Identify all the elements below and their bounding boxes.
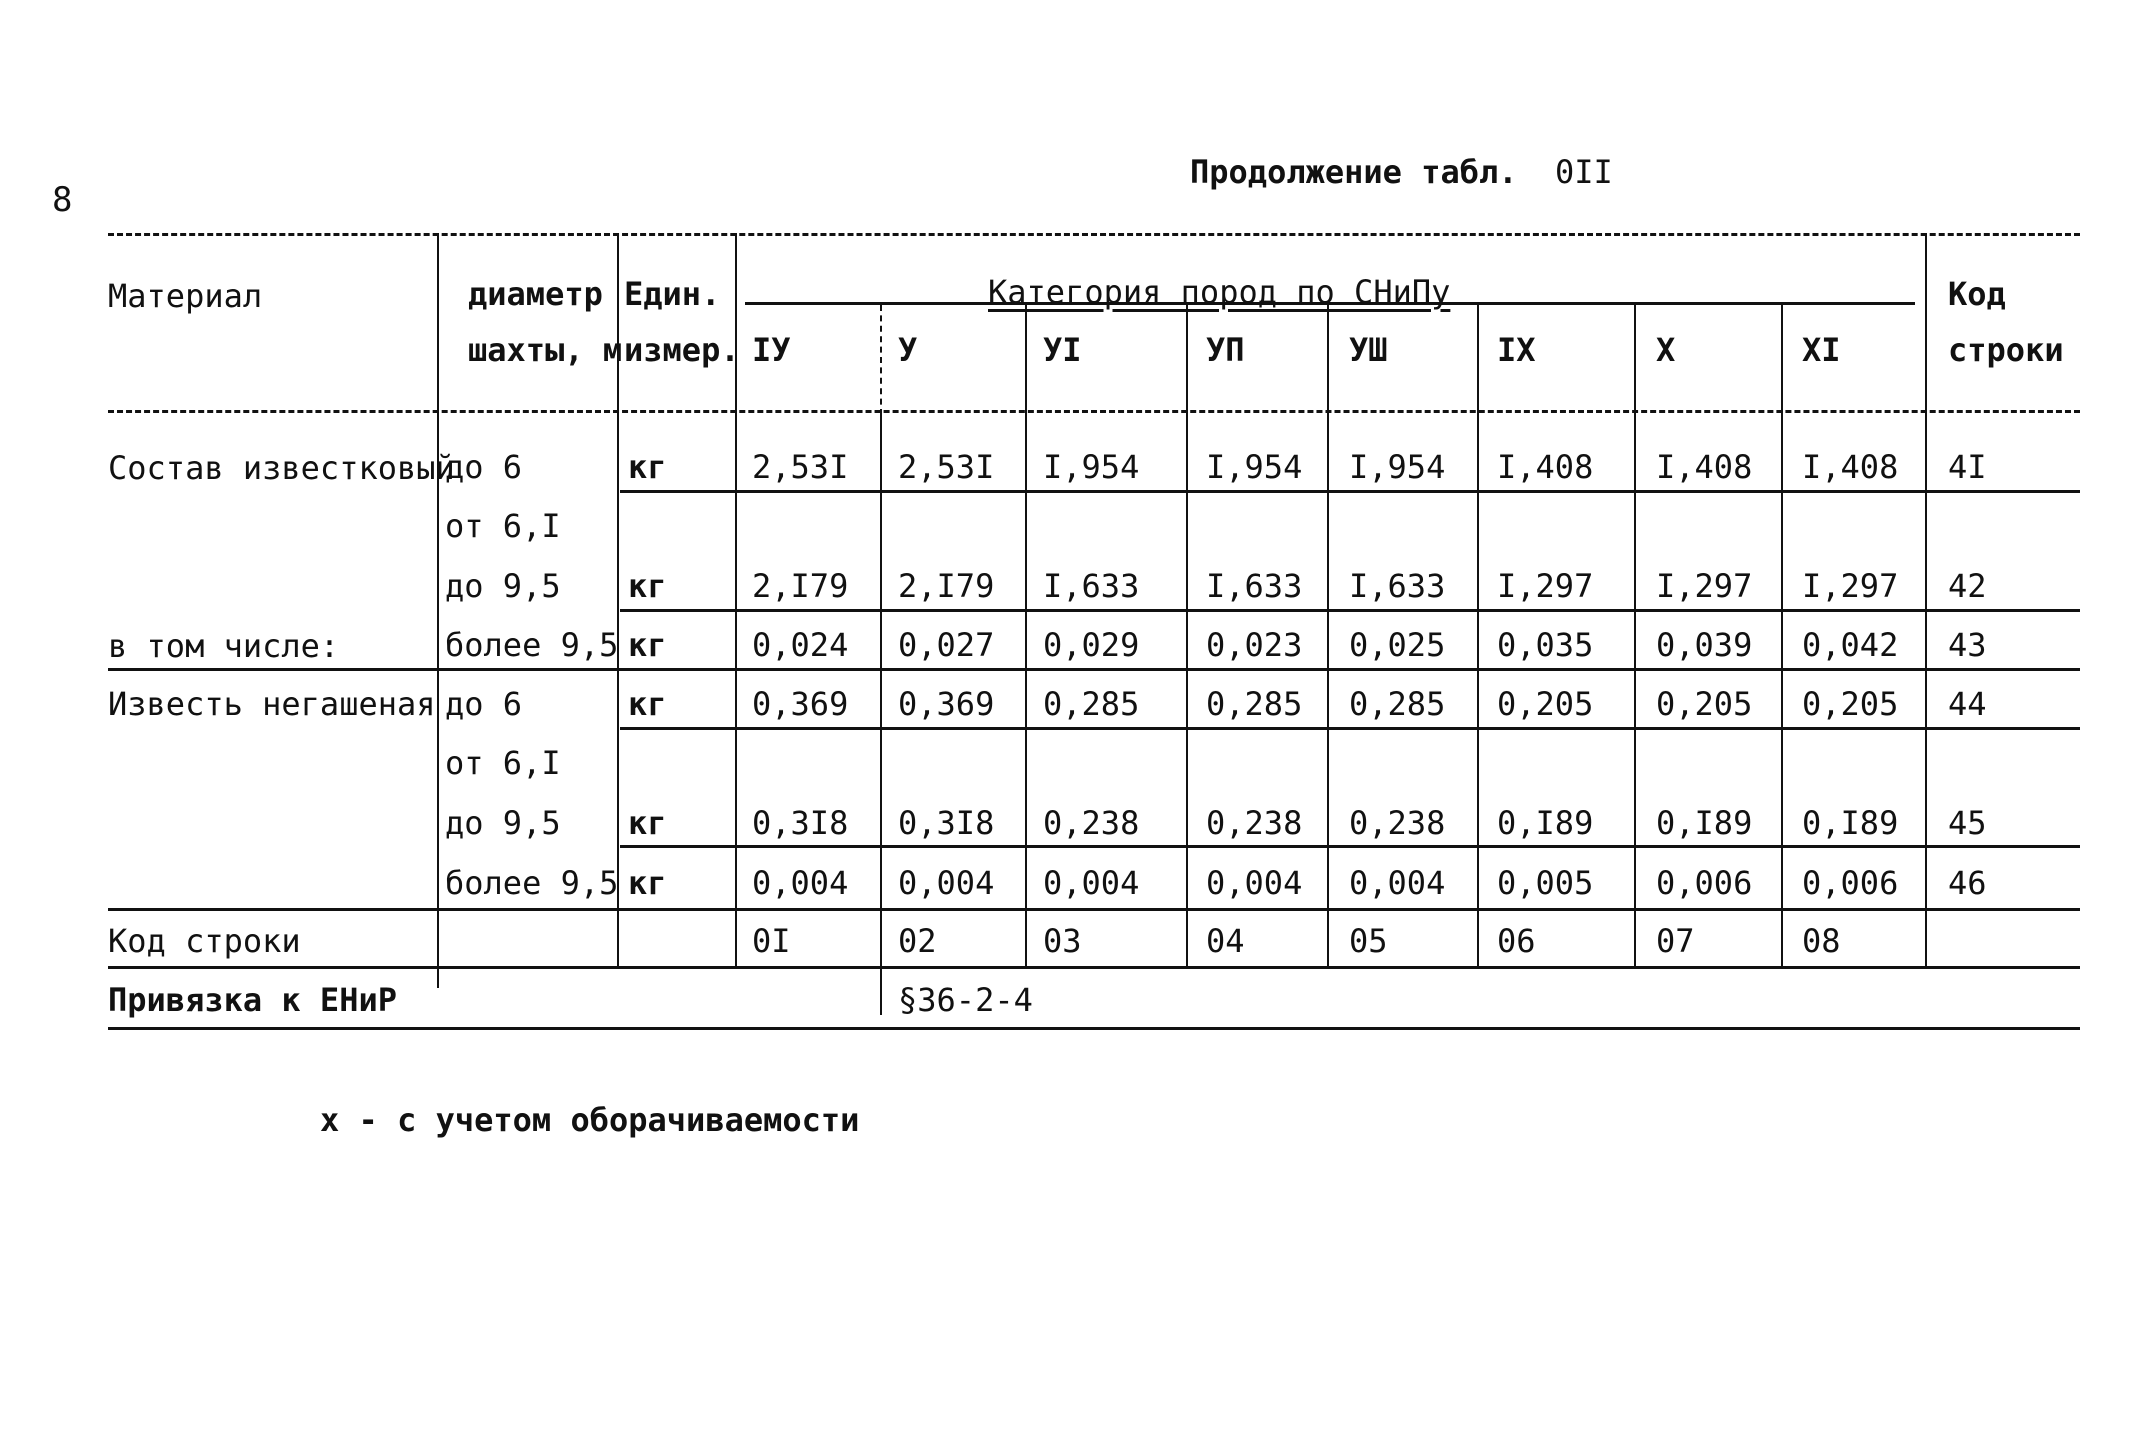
row-value: 0,238 [1349,804,1446,842]
row-value: I,633 [1043,567,1140,605]
row-value: 0,035 [1497,626,1594,664]
row-value: 0,004 [752,864,849,902]
row-diameter: до 6 [445,448,523,486]
material-label: Известь негашеная [108,685,436,723]
row-value: 0,369 [752,685,849,723]
row-value: 0,039 [1656,626,1753,664]
row-value: 0,006 [1656,864,1753,902]
row-unit: кг [628,448,667,486]
code-row-value: 06 [1497,922,1536,960]
row-rule-45 [620,845,2080,848]
code-row-value: 07 [1656,922,1695,960]
category-header: X [1656,331,1676,369]
row-diameter: более 9,5 [445,626,619,664]
column-divider-code [1925,233,1927,968]
row-value: 0,3I8 [752,804,849,842]
row-value: I,408 [1802,448,1899,486]
row-value: 2,53I [898,448,995,486]
column-divider-cat-5 [1327,305,1329,968]
header-diameter-line2: шахты, м [468,331,623,369]
row-value: 0,004 [1043,864,1140,902]
row-diameter-line2: до 9,5 [445,804,561,842]
row-unit: кг [628,864,667,902]
code-row-rule [108,966,2080,969]
category-header: XI [1802,331,1841,369]
row-value: 0,029 [1043,626,1140,664]
row-value: 0,285 [1206,685,1303,723]
table-number: 0II [1555,153,1613,191]
column-divider-cat-7 [1634,305,1636,968]
row-diameter: до 6 [445,685,523,723]
binding-row-label: Привязка к ЕНиР [108,981,397,1019]
column-divider-cat-2 [880,305,882,415]
row-value: 0,025 [1349,626,1446,664]
row-rule-46 [108,908,2080,911]
row-code: 4I [1948,448,1987,486]
code-row-value: 02 [898,922,937,960]
category-header: IУ [752,331,791,369]
row-value: 0,369 [898,685,995,723]
category-header: УI [1043,331,1082,369]
row-value: 0,023 [1206,626,1303,664]
row-value: 0,024 [752,626,849,664]
binding-row-value: §36-2-4 [898,981,1033,1019]
row-value: 0,I89 [1497,804,1594,842]
row-value: I,297 [1656,567,1753,605]
row-value: 0,285 [1043,685,1140,723]
row-unit: кг [628,804,667,842]
header-row-code-line2: строки [1948,331,2064,369]
row-rule-41 [620,490,2080,493]
row-value: 0,238 [1206,804,1303,842]
column-divider-cat-3 [1025,305,1027,968]
row-value: 2,53I [752,448,849,486]
row-code: 42 [1948,567,1987,605]
row-diameter-line2: до 9,5 [445,567,561,605]
row-code: 43 [1948,626,1987,664]
code-row-value: 03 [1043,922,1082,960]
row-code: 46 [1948,864,1987,902]
column-divider-cat-6 [1477,305,1479,968]
row-value: 0,3I8 [898,804,995,842]
row-unit: кг [628,626,667,664]
row-value: 0,027 [898,626,995,664]
row-value: 0,006 [1802,864,1899,902]
row-value: I,954 [1349,448,1446,486]
row-unit: кг [628,685,667,723]
code-row-value: 04 [1206,922,1245,960]
material-label: в том числе: [108,627,340,665]
row-value: I,297 [1497,567,1594,605]
header-bottom-rule [108,410,2080,413]
row-diameter: более 9,5 [445,864,619,902]
row-value: 2,I79 [752,567,849,605]
footnote: х - с учетом оборачиваемости [320,1101,860,1139]
code-row-value: 0I [752,922,791,960]
header-material: Материал [108,277,263,315]
row-rule-43 [108,668,2080,671]
column-divider-cat-8 [1781,305,1783,968]
category-header: IX [1497,331,1536,369]
code-row-value: 08 [1802,922,1841,960]
row-diameter: от 6,I [445,744,561,782]
row-rule-42 [620,609,2080,612]
row-value: 0,004 [1206,864,1303,902]
row-value: I,954 [1206,448,1303,486]
page-number: 8 [52,180,73,220]
row-value: 0,I89 [1656,804,1753,842]
row-code: 45 [1948,804,1987,842]
row-value: 0,004 [898,864,995,902]
column-divider-cat-2-body [880,410,882,1015]
column-divider-diameter [437,233,439,988]
row-value: I,408 [1497,448,1594,486]
row-value: 0,I89 [1802,804,1899,842]
header-row-code-line1: Код [1948,275,2006,313]
row-value: I,633 [1349,567,1446,605]
row-value: 2,I79 [898,567,995,605]
row-value: 0,205 [1497,685,1594,723]
row-diameter: от 6,I [445,507,561,545]
row-value: 0,205 [1802,685,1899,723]
table-title: Продолжение табл. [1190,153,1518,191]
header-diameter-line1: диаметр [468,275,603,313]
row-value: I,297 [1802,567,1899,605]
row-value: 0,004 [1349,864,1446,902]
row-rule-44 [620,727,2080,730]
row-value: 0,005 [1497,864,1594,902]
row-code: 44 [1948,685,1987,723]
row-unit: кг [628,567,667,605]
row-value: I,408 [1656,448,1753,486]
code-row-label: Код строки [108,922,301,960]
row-value: 0,238 [1043,804,1140,842]
row-value: 0,205 [1656,685,1753,723]
table-bottom-rule [108,1027,2080,1030]
row-value: I,954 [1043,448,1140,486]
row-value: I,633 [1206,567,1303,605]
column-divider-cat-4 [1186,305,1188,968]
material-label: Состав известковый [108,449,455,487]
header-category-caption: Категория пород по СНиПу [988,273,1451,311]
category-header: УП [1206,331,1245,369]
header-unit-line1: Един. [624,275,721,313]
code-row-value: 05 [1349,922,1388,960]
row-value: 0,042 [1802,626,1899,664]
row-value: 0,285 [1349,685,1446,723]
header-unit-line2: измер. [624,331,740,369]
table-top-rule [108,233,2080,236]
category-header: У [898,331,918,369]
category-header: УШ [1349,331,1388,369]
